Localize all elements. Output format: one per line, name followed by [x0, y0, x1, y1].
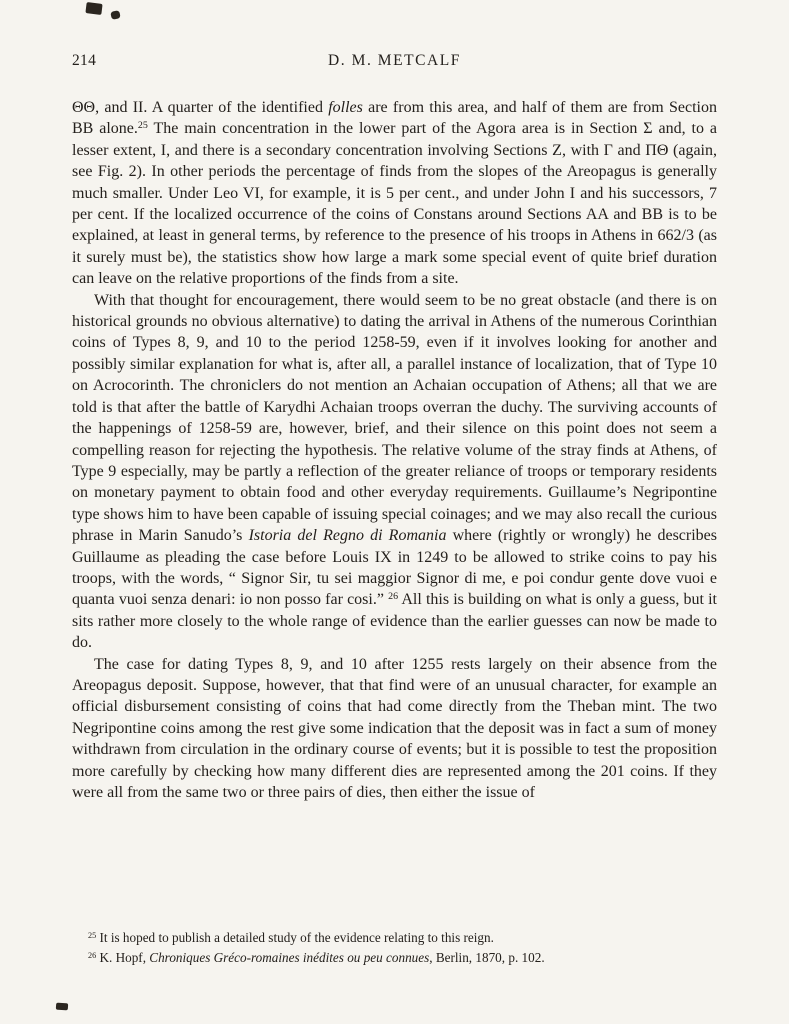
text-run: The main concentration in the lower part of the Agora area is in Section Σ and, to a lesser extent, I, and there is a secondary concentration involving Sections Z, with Γ and ΠΘ (again, see Fig. 2). In other periods the percentage of finds from the slopes of the Areopagus is generally much smaller. Under Leo VI, for example, it is 5 per cent., and under John I and his successors, 7 per cent. If the localized occurrence of the coins of Constans around Sections AA and BB is to be explained, at least in general terms, by reference to the presence of his troops in Athens in 662/3 (as it surely must be), the statistics show how large a mark some special event of quite brief duration can leave on the relative proportions of the finds from a site. [72, 120, 718, 288]
text-run: ΘΘ, and II. A quarter of the identified [72, 99, 329, 116]
footnote-marker: 26 [88, 950, 97, 960]
text-run: It is hoped to publish a detailed study of the evidence relating to this reign. [96, 930, 494, 945]
scan-artifact [56, 1003, 68, 1011]
text-run: K. Hopf, [96, 950, 150, 965]
text-run: All this is building on what is only a guess, but it sits rather more closely to the whole range of evidence than the earlier guesses can now be made to do. [72, 591, 717, 652]
text-run: Istoria del Regno di Romania [248, 527, 447, 545]
running-header [72, 52, 717, 72]
paragraph [72, 290, 717, 654]
footnote [72, 928, 717, 948]
text-run: , Berlin, 1870, p. 102. [429, 950, 545, 965]
footnote-marker: 25 [88, 930, 97, 940]
footnote [72, 948, 717, 968]
paragraph [72, 97, 717, 290]
scan-artifact [110, 10, 120, 20]
text-run: are from this area, and half of them are from Section BB alone. [72, 99, 717, 138]
text-run: With that thought for encouragement, there would seem to be no great obstacle (and there is on historical grounds no obvious alternative) to dating the arrival in Athens of the numerous Corinthian coins of Types 8, 9, and 10 to the period 1258-59, even if it involves looking for another and possibly similar explanation for what is, after all, a parallel instance of localization, that of Type 10 on Acrocorinth. The chroniclers do not mention an Achaian occupation of Athens; all that we are told is that after the battle of Karydhi Achaian troops overran the duchy. The surviving accounts of the happenings of 1258-59 are, however, brief, and their silence on this point does not seem a compelling reason for rejecting the hypothesis. The relative volume of the stray finds at Athens, of Type 9 especially, may be partly a reflection of the greater reliance of troops or temporary residents on monetary payment to obtain food and other everyday requirements. Guillaume’s Negripontine type shows him to have been capable of issuing special coinages; and we may also recall the curious phrase in Marin Sanudo’s [72, 291, 717, 545]
running-head-author: D. M. METCALF [328, 52, 461, 69]
footnote-ref: 25 [137, 119, 148, 131]
text-run: folles [328, 99, 363, 116]
footnotes [72, 928, 717, 968]
text-run: The case for dating Types 8, 9, and 10 after 1255 rests largely on their absence from the Areopagus deposit. Suppose, however, that that find were of an unusual character, for example an official disbursement consisting of coins that had come directly from the Theban mint. The two Negripontine coins among the rest give some indication that the deposit was in fact a sum of money withdrawn from circulation in the ordinary course of events; but it is possible to test the proposition more carefully by checking how many different dies are represented among the 201 coins. If they were all from the same two or three pairs of dies, then either the issue of [72, 655, 717, 801]
scan-artifact [85, 2, 102, 15]
body-text [72, 97, 717, 803]
text-run: where (rightly or wrongly) he describes Guillaume as pleading the case before Louis IX in 1249 to be allowed to strike coins to pay his troops, with the words, “ Signor Sir, tu sei maggior Signor di me, e poi condur gente dove vuoi e quanta vuoi senza denari: io non posso far cosi.” [72, 527, 718, 609]
footnote-ref: 26 [388, 590, 399, 602]
paragraph [72, 654, 717, 804]
page-number: 214 [72, 52, 97, 69]
text-run: Chroniques Gréco-romaines inédites ou peu connues [149, 950, 430, 965]
